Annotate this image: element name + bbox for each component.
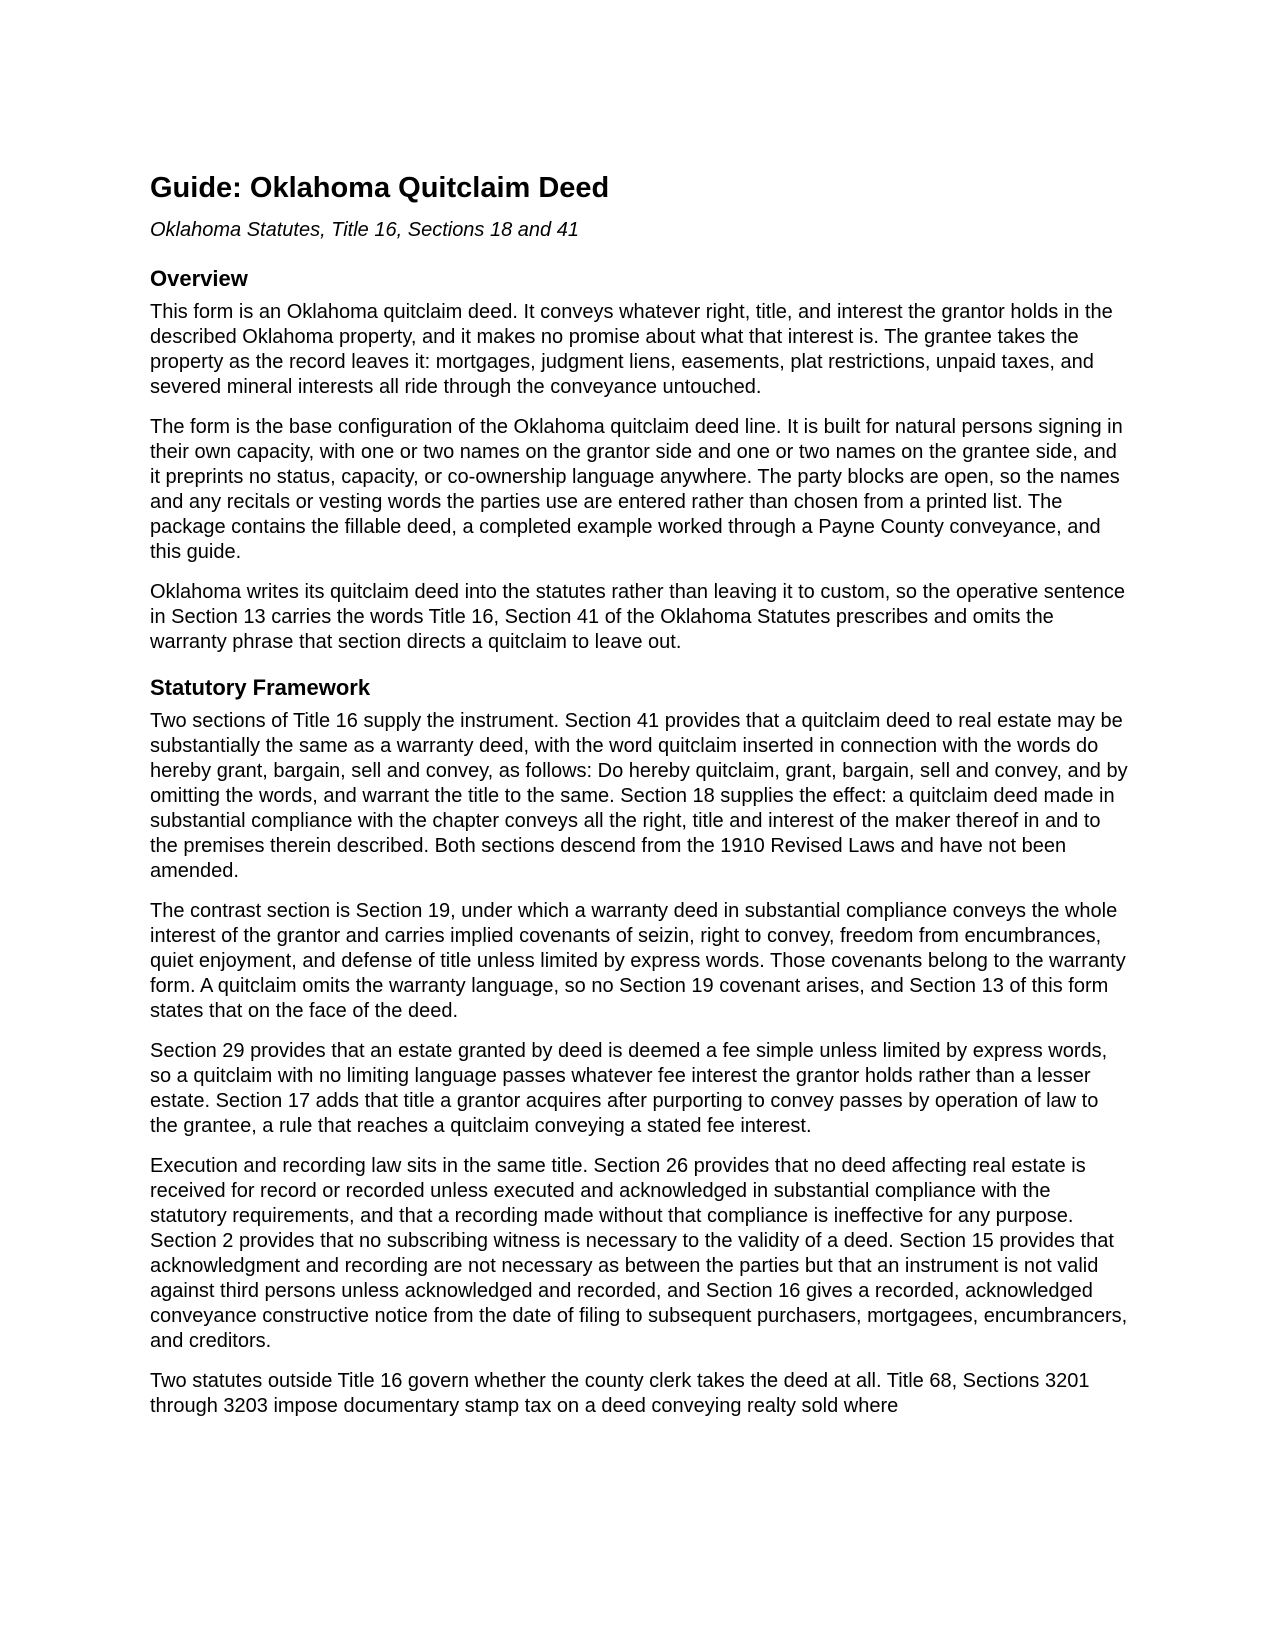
section-heading-overview: Overview <box>150 266 248 291</box>
framework-paragraph-4: Execution and recording law sits in the same title. Section 26 provides that no deed affecting real estate is received for record or recorded unless executed and acknowledged in substantial compliance with the statutory requirements, and that a recording made without that compliance is ineffective for any purpose. Section 2 provides that no subscribing witness is necessary to the validity of a deed. Section 15 provides that acknowledgment and recording are not necessary as between the parties but that an instrument is not valid against third persons unless acknowledged and recorded, and Section 16 gives a recorded, acknowledged conveyance constructive notice from the date of filing to subsequent purchasers, mortgagees, encumbrancers, and creditors. <box>150 1155 1128 1352</box>
page-title: Guide: Oklahoma Quitclaim Deed <box>150 172 610 204</box>
framework-paragraph-2: The contrast section is Section 19, under which a warranty deed in substantial compliance conveys the whole interest of the grantor and carries implied covenants of seizin, right to convey, freedom from encumbrances, quiet enjoyment, and defense of title unless limited by express words. Those covenants belong to the warranty form. A quitclaim omits the warranty language, so no Section 19 covenant arises, and Section 13 of this form states that on the face of the deed. <box>150 900 1126 1022</box>
page-subtitle: Oklahoma Statutes, Title 16, Sections 18 and 41 <box>150 219 579 241</box>
section-overview <box>150 265 1130 655</box>
framework-paragraph-5: Two statutes outside Title 16 govern whether the county clerk takes the deed at all. Title 68, Sections 3201 through 3203 impose documentary stamp tax on a deed conveying realty sold where <box>150 1370 1090 1417</box>
overview-paragraph-1: This form is an Oklahoma quitclaim deed. It conveys whatever right, title, and interest the grantor holds in the described Oklahoma property, and it makes no promise about what that interest is. The grantee takes the property as the record leaves it: mortgages, judgment liens, easements, plat restrictions, unpaid taxes, and severed mineral interests all ride through the conveyance untouched. <box>150 301 1113 398</box>
document-page <box>150 168 1130 1419</box>
section-heading-statutory-framework: Statutory Framework <box>150 675 371 700</box>
framework-paragraph-1: Two sections of Title 16 supply the instrument. Section 41 provides that a quitclaim deed to real estate may be substantially the same as a warranty deed, with the word quitclaim inserted in connection with the words do hereby grant, bargain, sell and convey, as follows: Do hereby quitclaim, grant, bargain, sell and convey, and by omitting the words, and warrant the title to the same. Section 18 supplies the effect: a quitclaim deed made in substantial compliance with the chapter conveys all the right, title and interest of the maker thereof in and to the premises therein described. Both sections descend from the 1910 Revised Laws and have not been amended. <box>150 710 1128 882</box>
overview-paragraph-2: The form is the base configuration of the Oklahoma quitclaim deed line. It is built for natural persons signing in their own capacity, with one or two names on the grantor side and one or two names on the grantee side, and it preprints no status, capacity, or co-ownership language anywhere. The party blocks are open, so the names and any recitals or vesting words the parties use are entered rather than chosen from a printed list. The package contains the fillable deed, a completed example worked through a Payne County conveyance, and this guide. <box>150 416 1123 563</box>
section-statutory-framework <box>150 674 1130 1419</box>
overview-paragraph-3: Oklahoma writes its quitclaim deed into the statutes rather than leaving it to custom, so the operative sentence in Section 13 carries the words Title 16, Section 41 of the Oklahoma Statutes prescribes and omits the warranty phrase that section directs a quitclaim to leave out. <box>150 581 1125 653</box>
framework-paragraph-3: Section 29 provides that an estate granted by deed is deemed a fee simple unless limited by express words, so a quitclaim with no limiting language passes whatever fee interest the grantor holds rather than a lesser estate. Section 17 adds that title a grantor acquires after purporting to convey passes by operation of law to the grantee, a rule that reaches a quitclaim conveying a stated fee interest. <box>150 1040 1108 1137</box>
